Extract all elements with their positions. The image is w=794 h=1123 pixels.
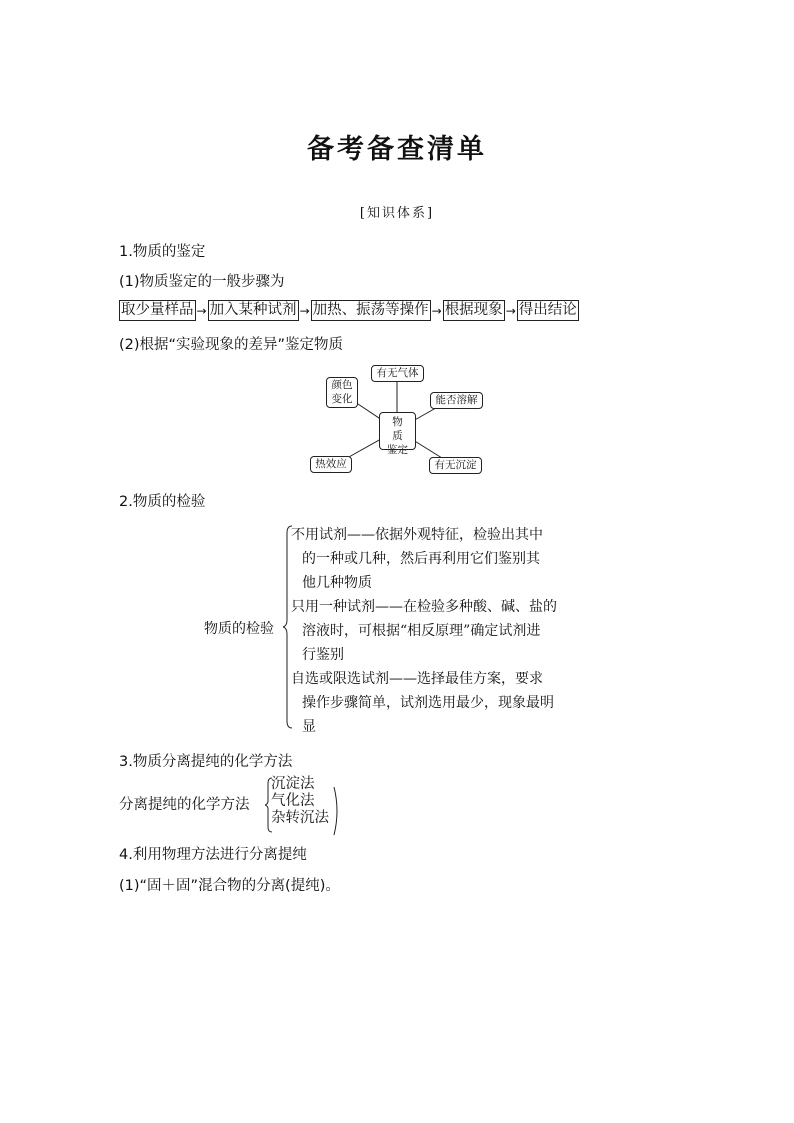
section-4-heading: 4.利用物理方法进行分离提纯 — [119, 847, 307, 863]
item-text: 行鉴别 — [302, 647, 344, 663]
inspection-item — [291, 523, 596, 595]
item-text: 他几种物质 — [302, 575, 372, 591]
inspection-item — [291, 667, 596, 739]
diagram-node: 有无气体 — [371, 365, 424, 382]
item-text: 不用试剂——依据外观特征，检验出其中 — [291, 527, 543, 543]
arrow-icon: → — [196, 303, 207, 318]
section-2-heading: 2.物质的检验 — [119, 494, 206, 510]
inspection-item — [291, 595, 596, 667]
center-label: 物 — [392, 416, 403, 428]
step-box: 加入某种试剂 — [208, 300, 299, 321]
section-1-sub2: (2)根据“实验现象的差异”鉴定物质 — [119, 337, 344, 353]
separation-label: 分离提纯的化学方法 — [119, 797, 250, 813]
identification-diagram — [300, 360, 500, 480]
item-text: 操作步骤简单，试剂选用最少，现象最明 — [302, 695, 554, 711]
page-title: 备考备查清单 — [307, 134, 487, 165]
section-1-sub1: (1)物质鉴定的一般步骤为 — [119, 274, 285, 290]
diagram-node: 颜色变化 — [326, 377, 358, 408]
item-text: 溶液时，可根据“相反原理”确定试剂进 — [302, 623, 541, 639]
center-label: 鉴定 — [387, 444, 408, 456]
item-text: 的一种或几种，然后再利用它们鉴别其 — [302, 551, 540, 567]
step-box: 取少量样品 — [119, 300, 196, 321]
inspection-methods — [291, 523, 596, 739]
arrow-icon: → — [299, 303, 310, 318]
step-box: 得出结论 — [517, 300, 579, 321]
separation-methods — [271, 776, 329, 827]
diagram-center-node — [379, 412, 416, 456]
section-4-sub1: (1)“固＋固”混合物的分离(提纯)。 — [119, 878, 340, 894]
arrow-icon: → — [505, 303, 516, 318]
arrow-icon: → — [431, 303, 442, 318]
center-label: 质 — [392, 430, 403, 442]
steps-flow — [119, 300, 579, 321]
method-item: 气化法 — [271, 793, 315, 809]
method-item: 杂转沉法 — [271, 810, 329, 826]
step-box: 加热、振荡等操作 — [311, 300, 431, 321]
step-box: 根据现象 — [443, 300, 505, 321]
section-3-heading: 3.物质分离提纯的化学方法 — [119, 754, 293, 770]
method-item: 沉淀法 — [271, 776, 315, 792]
section-subtitle: [知识体系] — [359, 206, 435, 221]
right-paren-icon — [333, 786, 341, 836]
item-text: 只用一种试剂——在检验多种酸、碱、盐的 — [291, 599, 557, 615]
inspection-label: 物质的检验 — [204, 621, 274, 637]
diagram-node: 热效应 — [310, 456, 352, 473]
diagram-node: 有无沉淀 — [429, 457, 482, 474]
item-text: 显 — [302, 719, 316, 735]
section-1-heading: 1.物质的鉴定 — [119, 244, 206, 260]
item-text: 自选或限选试剂——选择最佳方案，要求 — [291, 671, 543, 687]
diagram-node: 能否溶解 — [430, 392, 483, 409]
